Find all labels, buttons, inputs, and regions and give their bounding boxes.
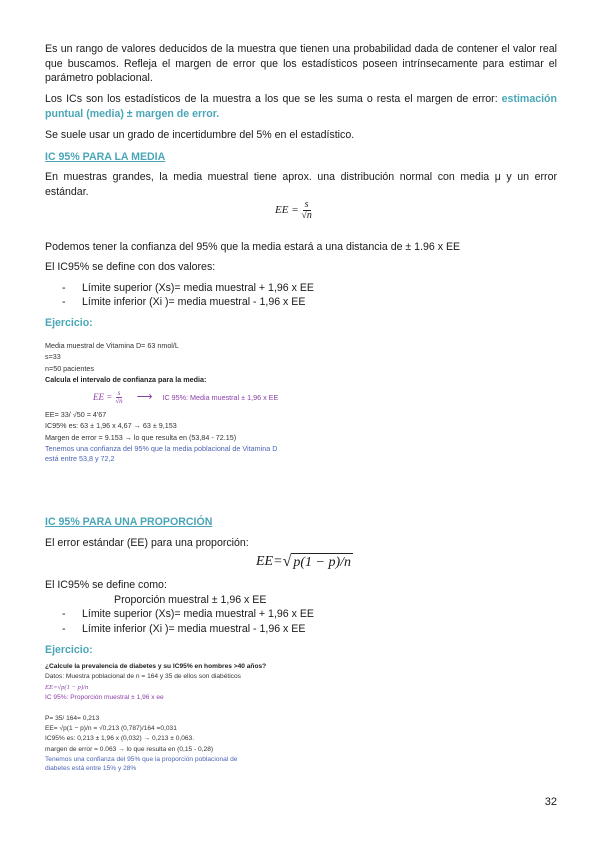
list-item-text: Límite inferior (Xi )= media muestral - 1,96 x EE — [82, 623, 306, 635]
exercise-image-media — [45, 340, 278, 463]
intro-paragraph-1: Es un rango de valores deducidos de la muestra que tienen una probabilidad dada de contener el valor real que buscamos. Refleja el margen de error que los estadísticos poseen intrínsecamente para estimar el parámetro poblacional. — [45, 43, 557, 84]
proportion-se-equation — [256, 553, 353, 571]
intro-paragraph-2-highlight: estimación puntual (media) ± margen de error. — [45, 93, 557, 120]
formula-lhs: EE = — [93, 391, 113, 402]
exercise-line: Margen de error = 9.153 → lo que resulta en (53,84 - 72.15) — [45, 432, 237, 442]
proporcion-paragraph-1: El error estándar (EE) para una proporción: — [45, 537, 249, 549]
exercise-line: Datos: Muestra poblacional de n = 164 y 35 de ellos son diabéticos — [45, 673, 241, 681]
exercise-line: diabetes está entre 15% y 28% — [45, 765, 137, 773]
proporcion-paragraph-2: El IC95% se define como: — [45, 579, 167, 591]
equation-numerator: s — [304, 199, 309, 210]
equation-lhs: EE = — [275, 204, 299, 217]
exercise-line: EE= √p(1 − p)/n = √0,213 (0,787)/164 =0,031 — [45, 725, 177, 733]
exercise-line: EE=√p(1 − p)/n — [45, 683, 89, 691]
bullet-dash: - — [62, 623, 66, 635]
media-paragraph-3: El IC95% se define con dos valores: — [45, 261, 216, 273]
section-heading-media: IC 95% PARA LA MEDIA — [45, 151, 166, 163]
standard-error-equation — [275, 200, 312, 221]
exercise-line: P= 35/ 164= 0,213 — [45, 714, 100, 722]
formula-fraction — [115, 390, 122, 405]
list-item — [62, 607, 314, 621]
exercise-line: margen de error = 0.063 → lo que resulta en (0,15 - 0,28) — [45, 745, 214, 753]
section-heading-proporcion: IC 95% PARA UNA PROPORCIÓN — [45, 516, 213, 528]
list-item-text: Límite superior (Xs)= media muestral + 1,96 x EE — [82, 282, 314, 294]
exercise-line: IC 95%: Proporción muestral ± 1,96 x ee — [45, 694, 164, 702]
exercise-line: está entre 53,8 y 72,2 — [45, 453, 115, 463]
formula-numerator: s — [117, 388, 121, 397]
radical-icon: √ — [282, 553, 292, 570]
exercise-line: EE= 33/ √50 = 4'67 — [45, 410, 107, 420]
exercise-line: Tenemos una confianza del 95% que la proporción poblacional de — [45, 756, 238, 764]
bullet-dash: - — [62, 282, 66, 294]
exercise-image-proporcion — [45, 662, 266, 773]
exercise-label-media: Ejercicio: — [45, 317, 93, 329]
intro-paragraph-3: Se suele usar un grado de incertidumbre del 5% en el estadístico. — [45, 129, 355, 141]
formula-rhs: IC 95%: Media muestral ± 1,96 x EE — [162, 392, 279, 402]
exercise-line: IC95% es: 63 ± 1,96 x 4,67 → 63 ± 9,153 — [45, 421, 177, 431]
proporcion-paragraph-3: Proporción muestral ± 1,96 x EE — [114, 594, 267, 606]
list-item-text: Límite inferior (Xi )= media muestral - 1,96 x EE — [82, 296, 306, 308]
equation-denominator: √n — [301, 210, 312, 221]
exercise-line: Media muestral de Vitamina D= 63 nmol/L — [45, 341, 179, 350]
formula-denominator: √n — [115, 396, 123, 405]
exercise-line: s=33 — [45, 352, 61, 362]
bullet-dash: - — [62, 608, 66, 620]
page-number: 32 — [544, 796, 557, 808]
equation-lhs: EE= — [256, 554, 283, 569]
media-paragraph-1: En muestras grandes, la media muestral tiene aprox. una distribución normal con media μ y un error estándar. — [45, 171, 557, 198]
exercise-line: IC95% es: 0,213 ± 1,96 x (0,032) → 0,213 ± 0,063. — [45, 735, 195, 743]
list-item — [62, 295, 305, 309]
intro-paragraph-2-text: Los ICs son los estadísticos de la muestra a los que se les suma o resta el margen de error: — [45, 93, 502, 105]
equation-fraction — [301, 200, 312, 221]
list-item — [62, 622, 305, 636]
exercise-label-proporcion: Ejercicio: — [45, 644, 93, 656]
exercise-line: n=50 pacientes — [45, 363, 94, 373]
bullet-dash: - — [62, 296, 66, 308]
exercise-line: Calcula el intervalo de confianza para la media: — [45, 374, 207, 384]
arrow-icon: ⟶ — [136, 390, 153, 403]
exercise-line: Tenemos una confianza del 95% que la media poblacional de Vitamina D — [45, 444, 278, 454]
list-item — [62, 281, 314, 295]
media-paragraph-2: Podemos tener la confianza del 95% que la media estará a una distancia de ± 1.96 x EE — [45, 241, 461, 253]
equation-radicand: p(1 − p)/n — [293, 555, 352, 570]
exercise-line: ¿Calcule la prevalencia de diabetes y su IC95% en hombres >40 años? — [45, 663, 267, 670]
spacer — [45, 704, 266, 714]
intro-paragraph-2 — [45, 92, 557, 121]
list-item-text: Límite superior (Xs)= media muestral + 1,96 x EE — [82, 608, 314, 620]
exercise-formula-row — [45, 385, 278, 409]
